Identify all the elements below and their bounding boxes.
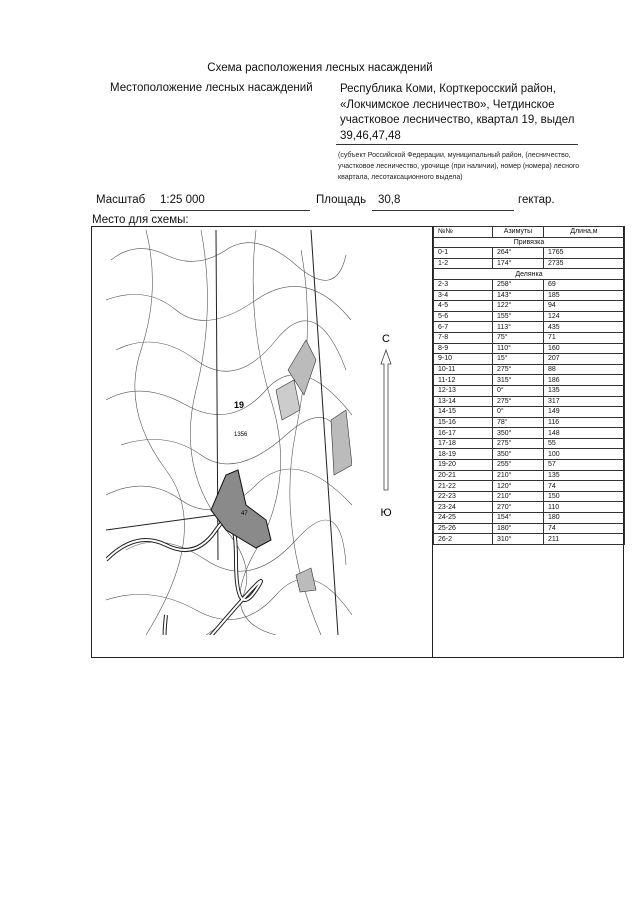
azimuth-table xyxy=(433,226,625,545)
segment-cell: 10-11 xyxy=(434,364,493,375)
table-row xyxy=(434,523,625,534)
column-header: Длина,м xyxy=(544,227,625,238)
length-cell: 110 xyxy=(544,502,625,513)
table-row xyxy=(434,396,625,407)
segment-cell: 4-5 xyxy=(434,301,493,312)
table-row xyxy=(434,470,625,481)
segment-cell: 23-24 xyxy=(434,502,493,513)
length-cell: 185 xyxy=(544,290,625,301)
length-cell: 211 xyxy=(544,534,625,545)
north-arrow xyxy=(372,330,400,520)
length-cell: 69 xyxy=(544,279,625,290)
segment-cell: 19-20 xyxy=(434,460,493,471)
length-cell: 435 xyxy=(544,322,625,333)
length-cell: 100 xyxy=(544,449,625,460)
azimuth-cell: 264° xyxy=(493,248,544,259)
segment-cell: 5-6 xyxy=(434,311,493,322)
area-value: 30,8 xyxy=(378,194,401,206)
table-row xyxy=(434,385,625,396)
segment-cell: 6-7 xyxy=(434,322,493,333)
table-row xyxy=(434,290,625,301)
location-underline xyxy=(336,144,578,145)
plot-code: 1356 xyxy=(234,432,248,438)
forest-map xyxy=(106,230,352,635)
table-row xyxy=(434,534,625,545)
section-plot-label: Делянка xyxy=(434,269,625,280)
azimuth-cell: 255° xyxy=(493,460,544,471)
segment-cell: 17-18 xyxy=(434,438,493,449)
section-binding-label: Привязка xyxy=(434,237,625,248)
length-cell: 94 xyxy=(544,301,625,312)
azimuth-cell: 350° xyxy=(493,449,544,460)
table-row xyxy=(434,460,625,471)
table-row xyxy=(434,449,625,460)
table-row xyxy=(434,258,625,269)
segment-cell: 9-10 xyxy=(434,354,493,365)
segment-cell: 16-17 xyxy=(434,428,493,439)
segment-cell: 12-13 xyxy=(434,385,493,396)
azimuth-cell: 174° xyxy=(493,258,544,269)
table-row xyxy=(434,322,625,333)
table-row xyxy=(434,502,625,513)
table-row xyxy=(434,301,625,312)
azimuth-cell: 310° xyxy=(493,534,544,545)
segment-cell: 26-2 xyxy=(434,534,493,545)
length-cell: 74 xyxy=(544,481,625,492)
table-row xyxy=(434,364,625,375)
segment-cell: 1-2 xyxy=(434,258,493,269)
table-row xyxy=(434,417,625,428)
location-value: Республика Коми, Корткеросский район, «Локчимское лесничество», Четдинское участковое лесничество, квартал 19, выдел 39,46,47,48 xyxy=(340,83,575,142)
length-cell: 150 xyxy=(544,491,625,502)
azimuth-cell: 120° xyxy=(493,481,544,492)
length-cell: 180 xyxy=(544,513,625,524)
segment-cell: 20-21 xyxy=(434,470,493,481)
table-row xyxy=(434,332,625,343)
azimuth-cell: 122° xyxy=(493,301,544,312)
scale-label: Масштаб xyxy=(96,194,146,206)
azimuth-cell: 210° xyxy=(493,491,544,502)
azimuth-cell: 155° xyxy=(493,311,544,322)
section-binding xyxy=(434,237,625,248)
azimuth-cell: 113° xyxy=(493,322,544,333)
segment-cell: 8-9 xyxy=(434,343,493,354)
azimuth-table-container xyxy=(432,226,625,658)
area-unit: гектар. xyxy=(518,194,555,206)
segment-cell: 24-25 xyxy=(434,513,493,524)
length-cell: 1765 xyxy=(544,248,625,259)
azimuth-cell: 275° xyxy=(493,364,544,375)
table-row xyxy=(434,248,625,259)
azimuth-cell: 210° xyxy=(493,470,544,481)
table-row xyxy=(434,375,625,386)
scale-underline xyxy=(150,210,310,211)
document-title: Схема расположения лесных насаждений xyxy=(207,62,433,74)
area-label: Площадь xyxy=(316,194,367,206)
segment-cell: 21-22 xyxy=(434,481,493,492)
azimuth-cell: 0° xyxy=(493,407,544,418)
azimuth-cell: 15° xyxy=(493,354,544,365)
segment-cell: 11-12 xyxy=(434,375,493,386)
table-row xyxy=(434,428,625,439)
length-cell: 317 xyxy=(544,396,625,407)
column-header: №№ xyxy=(434,227,493,238)
segment-cell: 22-23 xyxy=(434,491,493,502)
segment-cell: 25-26 xyxy=(434,523,493,534)
segment-cell: 3-4 xyxy=(434,290,493,301)
length-cell: 148 xyxy=(544,428,625,439)
table-row xyxy=(434,354,625,365)
length-cell: 207 xyxy=(544,354,625,365)
azimuth-cell: 270° xyxy=(493,502,544,513)
azimuth-cell: 180° xyxy=(493,523,544,534)
length-cell: 135 xyxy=(544,385,625,396)
table-row xyxy=(434,343,625,354)
azimuth-cell: 143° xyxy=(493,290,544,301)
table-header-row xyxy=(434,227,625,238)
section-plot xyxy=(434,269,625,280)
segment-cell: 2-3 xyxy=(434,279,493,290)
area-underline xyxy=(372,210,514,211)
location-label: Местоположение лесных насаждений xyxy=(110,82,313,94)
length-cell: 116 xyxy=(544,417,625,428)
length-cell: 2735 xyxy=(544,258,625,269)
azimuth-cell: 110° xyxy=(493,343,544,354)
length-cell: 55 xyxy=(544,438,625,449)
segment-cell: 7-8 xyxy=(434,332,493,343)
azimuth-cell: 258° xyxy=(493,279,544,290)
length-cell: 88 xyxy=(544,364,625,375)
azimuth-cell: 350° xyxy=(493,428,544,439)
segment-cell: 13-14 xyxy=(434,396,493,407)
length-cell: 149 xyxy=(544,407,625,418)
azimuth-cell: 75° xyxy=(493,332,544,343)
azimuth-cell: 275° xyxy=(493,396,544,407)
length-cell: 74 xyxy=(544,523,625,534)
length-cell: 160 xyxy=(544,343,625,354)
length-cell: 186 xyxy=(544,375,625,386)
table-row xyxy=(434,407,625,418)
segment-cell: 0-1 xyxy=(434,248,493,259)
azimuth-cell: 154° xyxy=(493,513,544,524)
scheme-label: Место для схемы: xyxy=(92,214,189,226)
segment-cell: 15-16 xyxy=(434,417,493,428)
length-cell: 135 xyxy=(544,470,625,481)
azimuth-cell: 0° xyxy=(493,385,544,396)
table-row xyxy=(434,279,625,290)
plot-number: 47 xyxy=(241,511,248,517)
azimuth-cell: 315° xyxy=(493,375,544,386)
quarter-number: 19 xyxy=(234,400,245,410)
table-row xyxy=(434,513,625,524)
azimuth-cell: 78° xyxy=(493,417,544,428)
table-row xyxy=(434,491,625,502)
segment-cell: 18-19 xyxy=(434,449,493,460)
azimuth-cell: 275° xyxy=(493,438,544,449)
scale-value: 1:25 000 xyxy=(160,194,205,206)
compass-north-label: С xyxy=(382,333,390,345)
table-row xyxy=(434,481,625,492)
segment-cell: 14-15 xyxy=(434,407,493,418)
table-row xyxy=(434,438,625,449)
length-cell: 71 xyxy=(544,332,625,343)
column-header: Азимуты xyxy=(493,227,544,238)
location-hint: (субъект Российской Федерации, муниципальный район, (лесничество, участковое лесничество, урочище (при наличии), номер (номера) лесного квартала, лесотаксационного выдела) xyxy=(338,152,580,181)
compass-south-label: Ю xyxy=(380,507,392,519)
length-cell: 57 xyxy=(544,460,625,471)
length-cell: 124 xyxy=(544,311,625,322)
table-row xyxy=(434,311,625,322)
